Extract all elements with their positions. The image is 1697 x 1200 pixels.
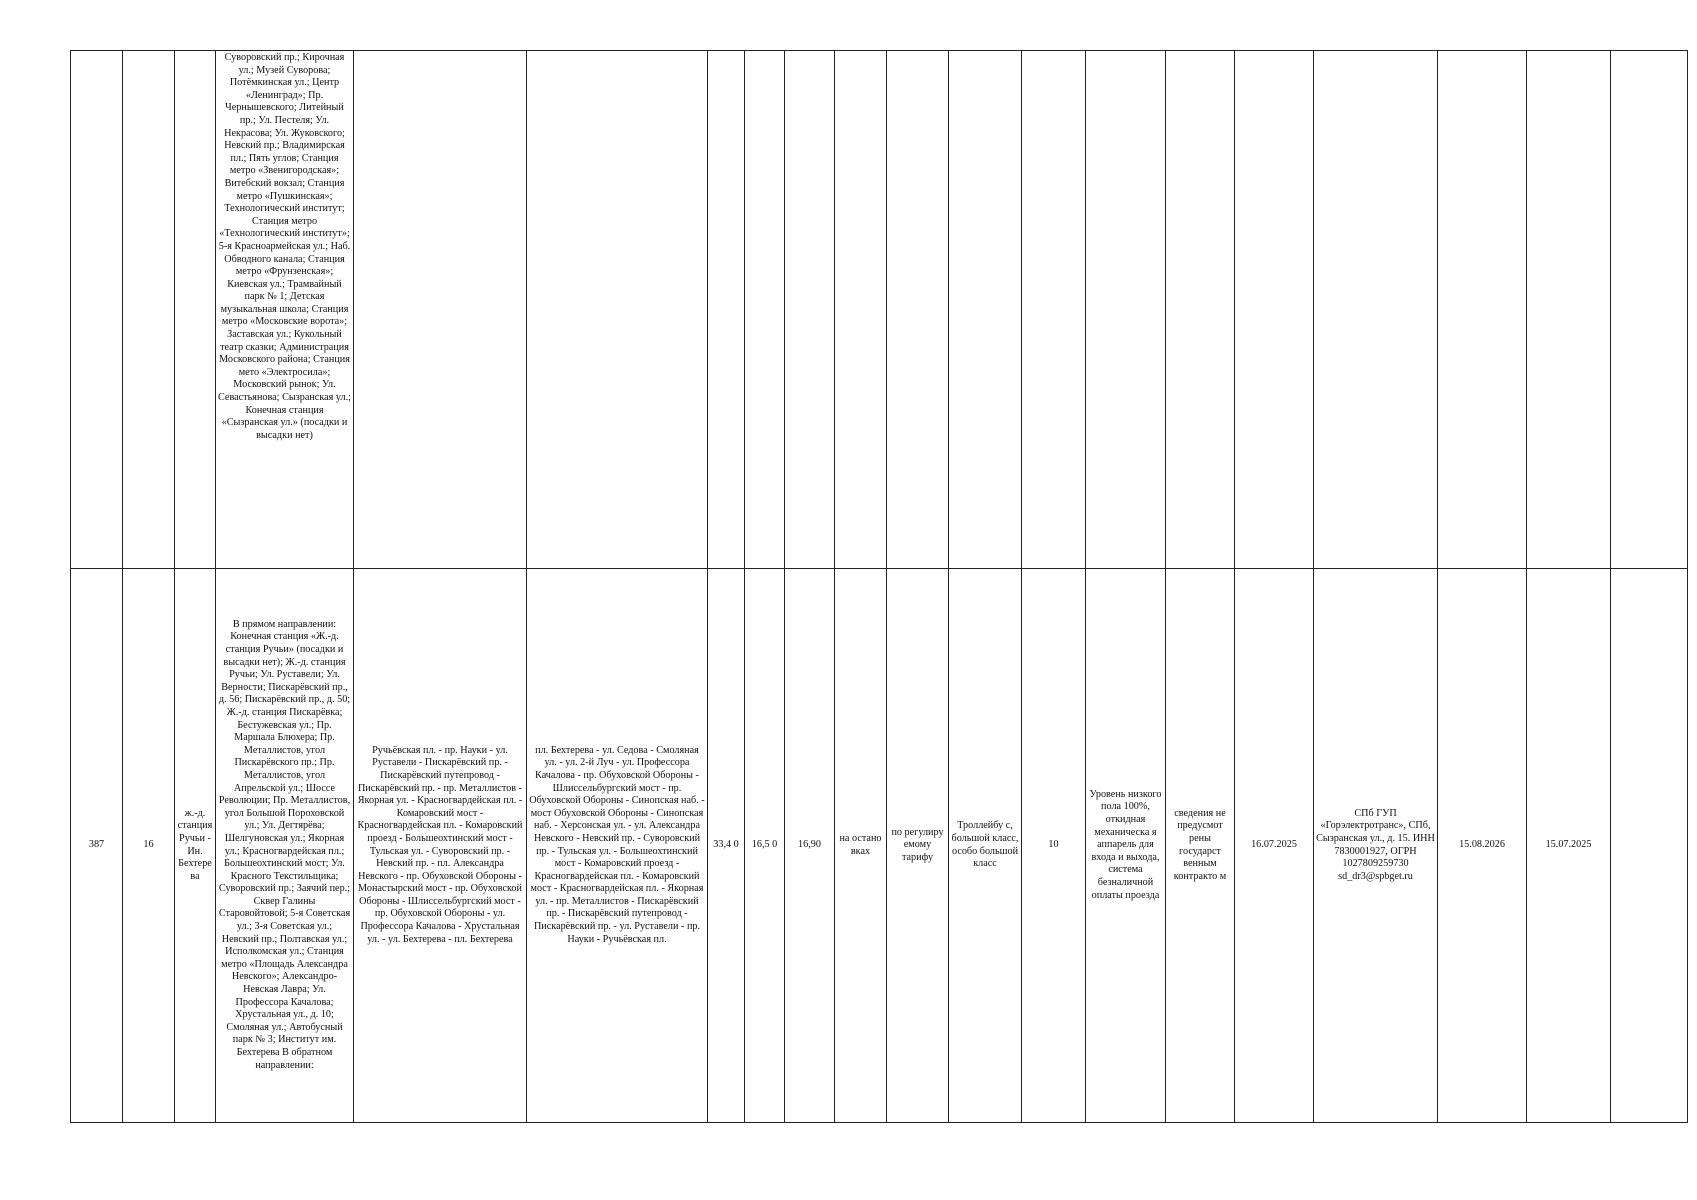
cell-length-total: 16,90: [785, 569, 835, 1123]
cell-date2: [1438, 51, 1527, 569]
cell-stop-mode: на остано вках: [835, 569, 887, 1123]
cell-length-total: [785, 51, 835, 569]
cell-route-no: [123, 51, 175, 569]
cell-date3: 15.07.2025: [1527, 569, 1611, 1123]
cell-stop-mode: [835, 51, 887, 569]
cell-contract: [1166, 51, 1235, 569]
cell-length-backward: 16,5 0: [745, 569, 785, 1123]
cell-streets-backward: пл. Бехтерева - ул. Седова - Смоляная ул. - ул. 2-й Луч - ул. Профессора Качалова - пр. Обуховской Обороны - Шлиссельбургский мост - пр. Обуховской Обороны - Синопская наб. - мост Обуховской Обороны - Синопская наб. - Херсонская ул. - ул. Александра Невского - Невский пр. - Суворовский пр. - Тульская ул. - Большеохтинский мост - Комаровский проезд - Красногвардейская пл. - Комаровский мост - Красногвардейская пл. - Якорная ул. - пр. Металлистов - Пискарёвский пр. - Пискарёвский путепровод - Пискарёвский пр. - ул. Руставели - пр. Науки - Ручьёвская пл.: [527, 569, 708, 1123]
cell-characteristics: [1086, 51, 1166, 569]
cell-tariff: [887, 51, 949, 569]
registry-table: [70, 50, 1688, 1123]
cell-date2: 15.08.2026: [1438, 569, 1527, 1123]
cell-start-date: [1235, 51, 1314, 569]
cell-route-no: 16: [123, 569, 175, 1123]
cell-route-name: [175, 51, 216, 569]
cell-registry-no: [71, 51, 123, 569]
cell-carrier: [1314, 51, 1438, 569]
cell-tariff: по регулиру емому тарифу: [887, 569, 949, 1123]
cell-registry-no: 387: [71, 569, 123, 1123]
cell-streets-forward: Ручьёвская пл. - пр. Науки - ул. Руставели - Пискарёвский пр. - Пискарёвский путепровод - Пискарёвский пр. - пр. Металлистов - Якорная ул. - Красногвардейская пл. - Комаровский мост - Красногвардейская пл. - Комаровский проезд - Большеохтинский мост - Тульская ул. - Суворовский пр. - Невский пр. - пл. Александра Невского - пр. Обуховской Обороны - Монастырский мост - пр. Обуховской Обороны - Шлиссельбургский мост - пр. Обуховской Обороны - ул. Профессора Качалова - Хрустальная ул. - ул. Бехтерева - пл. Бехтерева: [354, 569, 527, 1123]
cell-length-backward: [745, 51, 785, 569]
cell-stops: В прямом направлении: Конечная станция «Ж.-д. станция Ручьи» (посадки и высадки нет); Ж.-д. станция Ручьи; Ул. Руставели; Ул. Верности; Пискарёвский пр., д. 56; Пискарёвский пр., д. 50; Ж.-д. станция Пискарёвка; Бестужевская ул.; Пр. Маршала Блюхера; Пр. Металлистов, угол Пискарёвского пр.; Пр. Металлистов, угол Апрельской ул.; Шоссе Революции; Пр. Металлистов, угол Большой Пороховской ул.; Ул. Дегтярёва; Шелгуновская ул.; Якорная ул.; Красногвардейская пл.; Большеохтинский мост; Ул. Красного Текстильщика; Суворовский пр.; Заячий пер.; Сквер Галины Старовойтовой; 5-я Советская ул.; 3-я Советская ул.; Невский пр.; Полтавская ул.; Исполкомская ул.; Станция метро «Площадь Александра Невского»; Александро-Невская Лавра; Ул. Профессора Качалова; Хрустальная ул., д. 10; Смоляная ул.; Автобусный парк № 3; Институт им. Бехтерева В обратном направлении:: [216, 569, 354, 1123]
cell-contract: сведения не предусмот рены государст венным контракто м: [1166, 569, 1235, 1123]
cell-characteristics: Уровень низкого пола 100%, откидная механическа я аппарель для входа и выхода, система безналичной оплаты проезда: [1086, 569, 1166, 1123]
cell-length-forward: 33,4 0: [708, 569, 745, 1123]
cell-streets-forward: [354, 51, 527, 569]
cell-route-name: ж.-д. станция Ручьи - Ин. Бехтерева: [175, 569, 216, 1123]
cell-length-forward: [708, 51, 745, 569]
cell-vehicle: [949, 51, 1022, 569]
cell-streets-backward: [527, 51, 708, 569]
table-row-387: [71, 569, 1688, 1123]
cell-date3: [1527, 51, 1611, 569]
cell-vehicle: Троллейбу с, большой класс, особо большой класс: [949, 569, 1022, 1123]
cell-vehicle-count: [1022, 51, 1086, 569]
cell-vehicle-count: 10: [1022, 569, 1086, 1123]
cell-stops-continued: Суворовский пр.; Кирочная ул.; Музей Суворова; Потёмкинская ул.; Центр «Ленинград»; Пр. Чернышевского; Литейный пр.; Ул. Пестеля; Ул. Некрасова; Ул. Жуковского; Невский пр.; Владимирская пл.; Пять углов; Станция метро «Звенигородская»; Витебский вокзал; Станция метро «Пушкинская»; Технологический институт; Станция метро «Технологический институт»; 5-я Красноармейская ул.; Наб. Обводного канала; Станция метро «Фрунзенская»; Киевская ул.; Трамвайный парк № 1; Детская музыкальная школа; Станция метро «Московские ворота»; Заставская ул.; Кукольный театр сказки; Администрация Московского района; Станция мето «Электросила»; Московский рынок; Ул. Севастьянова; Сызранская ул.; Конечная станция «Сызранская ул.» (посадки и высадки нет): [216, 51, 354, 569]
cell-start-date: 16.07.2025: [1235, 569, 1314, 1123]
cell-last: [1611, 569, 1688, 1123]
table-row-continued: [71, 51, 1688, 569]
cell-last: [1611, 51, 1688, 569]
cell-carrier: СПб ГУП «Горэлектротранс», СПб, Сызранская ул., д. 15. ИНН 7830001927, ОГРН 1027809259730 sd_dr3@spbget.ru: [1314, 569, 1438, 1123]
